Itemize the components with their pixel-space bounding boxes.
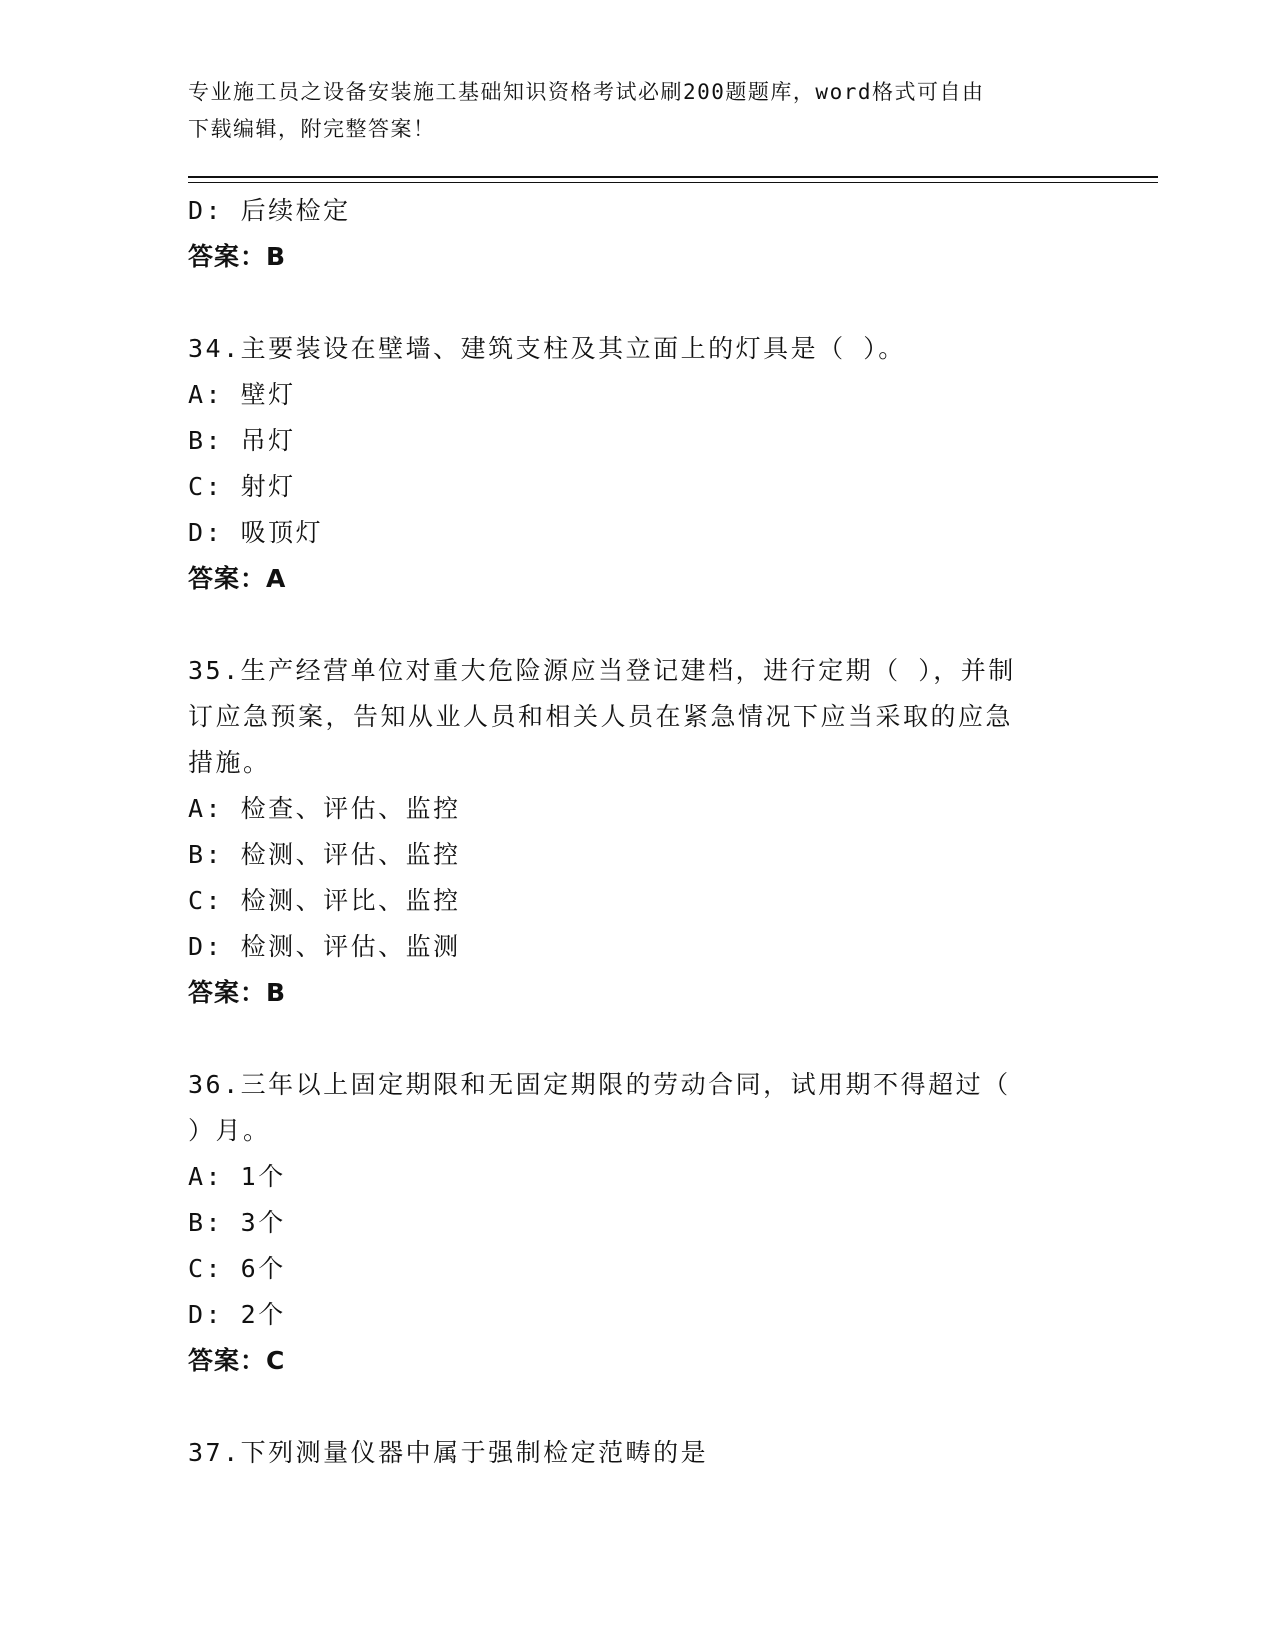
prev-question-option-d: D: 后续检定	[188, 196, 351, 225]
question-35-text-line-1: 35.生产经营单位对重大危险源应当登记建档，进行定期（ ），并制	[188, 656, 1016, 685]
question-36-text-line-1: 36.三年以上固定期限和无固定期限的劳动合同，试用期不得超过（	[188, 1070, 1011, 1099]
header-divider-thick	[188, 176, 1158, 178]
question-34-text: 34.主要装设在壁墙、建筑支柱及其立面上的灯具是（ ）。	[188, 334, 906, 363]
question-35-text-line-3: 措施。	[188, 748, 271, 777]
question-34-option-d: D: 吸顶灯	[188, 518, 324, 547]
question-list	[188, 188, 1068, 1476]
question-36-answer: 答案：C	[188, 1346, 286, 1375]
question-36-text-line-2: ）月。	[188, 1116, 271, 1145]
question-34-option-a: A: 壁灯	[188, 380, 296, 409]
question-37-text: 37.下列测量仪器中属于强制检定范畴的是	[188, 1438, 709, 1467]
question-34-answer: 答案：A	[188, 564, 287, 593]
question-36-option-b: B: 3个	[188, 1208, 286, 1237]
prev-question-answer: 答案：B	[188, 242, 287, 271]
question-34-option-c: C: 射灯	[188, 472, 296, 501]
spacer	[188, 1016, 1068, 1062]
spacer	[188, 1384, 1068, 1430]
header-line-1: 专业施工员之设备安装施工基础知识资格考试必刷200题题库，word格式可自由	[188, 80, 985, 104]
question-36	[188, 1062, 1068, 1384]
header-line-2: 下载编辑，附完整答案！	[188, 117, 436, 141]
question-35	[188, 648, 1068, 1016]
question-35-text-line-2: 订应急预案，告知从业人员和相关人员在紧急情况下应当采取的应急	[188, 702, 1014, 731]
question-37	[188, 1430, 1068, 1476]
question-36-option-c: C: 6个	[188, 1254, 286, 1283]
question-35-option-b: B: 检测、评估、监控	[188, 840, 461, 869]
question-35-option-c: C: 检测、评比、监控	[188, 886, 461, 915]
document-header	[188, 74, 1068, 148]
spacer	[188, 602, 1068, 648]
question-36-option-a: A: 1个	[188, 1162, 286, 1191]
spacer	[188, 280, 1068, 326]
question-35-option-d: D: 检测、评估、监测	[188, 932, 461, 961]
question-34	[188, 326, 1068, 602]
question-36-option-d: D: 2个	[188, 1300, 286, 1329]
question-34-option-b: B: 吊灯	[188, 426, 296, 455]
header-divider-thin	[188, 182, 1158, 183]
question-35-answer: 答案：B	[188, 978, 287, 1007]
question-35-option-a: A: 检查、评估、监控	[188, 794, 461, 823]
